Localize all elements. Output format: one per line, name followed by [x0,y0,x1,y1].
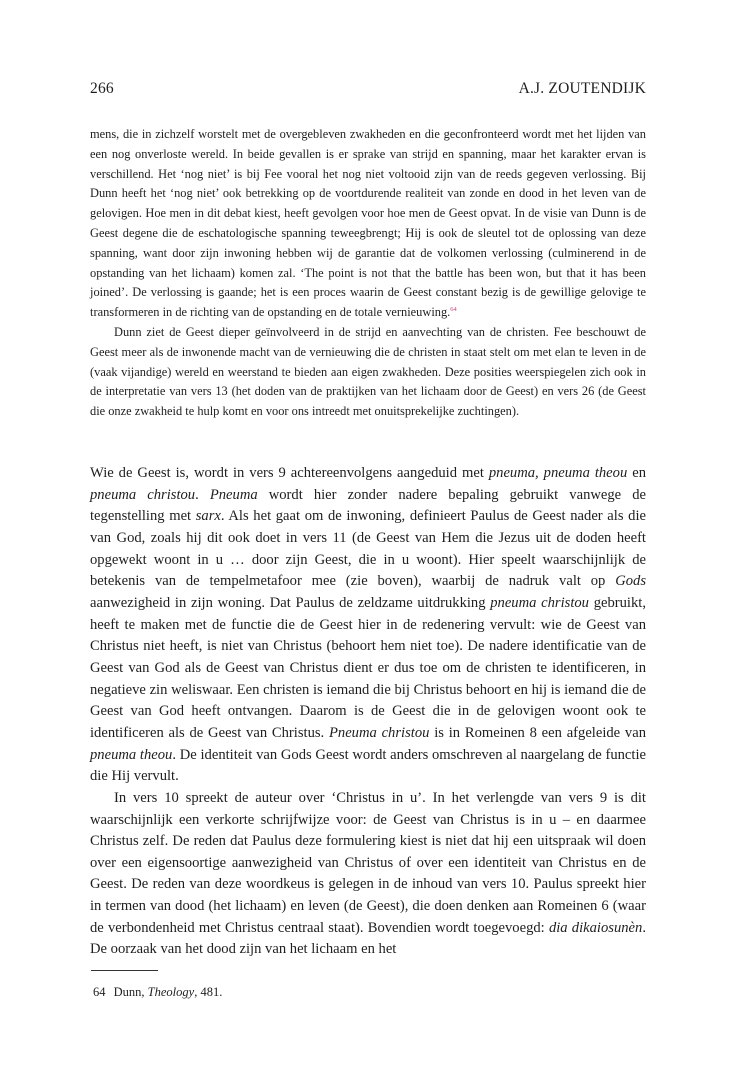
text-run: aanwezigheid in zijn woning. Dat Paulus de zeldzame uitdrukking [90,594,491,611]
main-paragraph-1 [90,463,646,788]
main-paragraph-2 [90,788,646,961]
text-run: is in Romeinen 8 een afgeleide van [429,724,647,741]
italic-term: dia dikaiosunèn [548,919,643,936]
text-run: . De oorzaak van het dood zijn van het lichaam en het [90,919,646,958]
small-paragraph-2: Dunn ziet de Geest dieper geïnvolveerd in de strijd en aanvechting van de christen. Fee beschouwt de Geest meer als de inwonende macht van de vernieuwing die de christen in staat stelt om met elan te leven in de (vaak vijandige) wereld en weerstand te bieden aan eigen zwakheden. Deze posities weerspiegelen zich ook in de interpretatie van vers 13 (het doden van de praktijken van het lichaam door de Geest) en vers 26 (de Geest die onze zwakheid te hulp komt en voor ons intreedt met onuitsprekelijke zuchtingen). [90,324,646,419]
text-run: . [195,486,210,503]
small-paragraph-1-text: mens, die in zichzelf worstelt met de overgebleven zwakheden en die geconfronteerd wordt met het lijden van een nog onverloste wereld. In beide gevallen is er sprake van strijd en spanning, maar het karakter ervan is verschillend. Het ‘nog niet’ is bij Fee vooral het nog niet voltooid zijn van de reeds gegeven verlossing. Bij Dunn heeft het ‘nog niet’ ook betrekking op de voortdurende realiteit van zonde en dood in het leven van de gelovigen. Hoe men in dit debat kiest, heeft gevolgen voor hoe men de Geest opvat. In de visie van Dunn is de Geest degene die de eschatologische spanning teweegbrengt; Hij is ook de sleutel tot de oplossing van deze spanning, want door zijn inwoning hebben wij de garantie dat de volkomen verlossing (culminerend in de opstanding van het lichaam) komen zal. ‘The point is not that the battle has been won, but that it has been joined’. De verlossing is gaande; het is een proces waarin de Geest constant bezig is de gewillige gelovige te transformeren in de richting van de opstanding en de totale vernieuwing. [90,127,646,320]
text-run: . Als het gaat om de inwoning, definieert Paulus de Geest nader als die van God, zoals hij dit ook doet in vers 11 (de Geest van Hem die Jezus uit de doden heeft opgewekt woont in u … door zijn Geest, die in u woont). Hier speelt waarschijnlijk de betekenis van de tempelmetafoor mee (zie boven), waarbij de nadruk valt op [90,508,646,590]
page-number: 266 [90,80,114,97]
italic-term: pneuma christou [490,594,589,611]
italic-term: Pneuma christou [328,724,430,741]
footnote-title: Theology [147,985,195,999]
running-header [90,80,646,98]
italic-term: Gods [615,573,646,590]
text-run: In vers 10 spreekt de auteur over ‘Christus in u’. In het verlengde van vers 9 is dit waarschijnlijk een verkorte schrijfwijze voor: de Geest van Christus is in u – en daarmee Christus zelf. De reden dat Paulus deze formulering kiest is niet dat hij een uitspraak wil doen over een eigensoortige aanwezigheid van Christus of over een identiteit van Christus en de Geest. De reden van deze woordkeus is gelegen in de inhoud van vers 10. Paulus spreekt hier in termen van dood (het lichaam) en leven (de Geest), die doen denken aan Romeinen 6 (waar de verbondenheid met Christus centraal staat). Bovendien wordt toegevoegd: [90,789,646,936]
running-author: A.J. ZOUTENDIJK [518,80,646,97]
text-run: gebruikt, heeft te maken met de functie die de Geest hier in de redenering vervult: wie de Geest van Christus niet heeft, is niet van Christus (behoort hem niet toe). De nadere identificatie van de Geest van God als de Geest van Christus dient er dus toe om de christen te identificeren, in negatieve zin weliswaar. Een christen is iemand die bij Christus behoort en hij is iemand die de Geest van God heeft ontvangen. Daarom is de Geest die in de gelovigen woont ook te identificeren als de Geest van Christus. [90,594,646,741]
footnote-page: , 481. [194,985,223,999]
main-text-block [90,463,646,961]
text-run: wordt hier zonder nadere bepaling gebruikt vanwege de tegenstelling met [90,486,646,525]
footnote-divider [91,970,158,971]
small-print-block [90,125,646,422]
footnote-author: Dunn, [113,985,145,999]
italic-term: pneuma christou [90,486,196,503]
italic-term: pneuma theou [90,746,173,763]
italic-term: Pneuma [209,486,258,503]
small-paragraph-1 [90,125,646,323]
footnote-number: 64 [93,985,106,999]
footnote-64 [93,985,222,1000]
text-run: . De identiteit van Gods Geest wordt anders omschreven al naargelang de functie die Hij vervult. [90,746,646,785]
text-run: en [627,465,646,481]
italic-term: pneuma, pneuma theou [488,465,628,481]
text-run: Wie de Geest is, wordt in vers 9 achtereenvolgens aangeduid met [90,465,489,481]
italic-term: sarx [195,508,221,525]
footnote-reference-64[interactable]: 64 [450,306,457,314]
